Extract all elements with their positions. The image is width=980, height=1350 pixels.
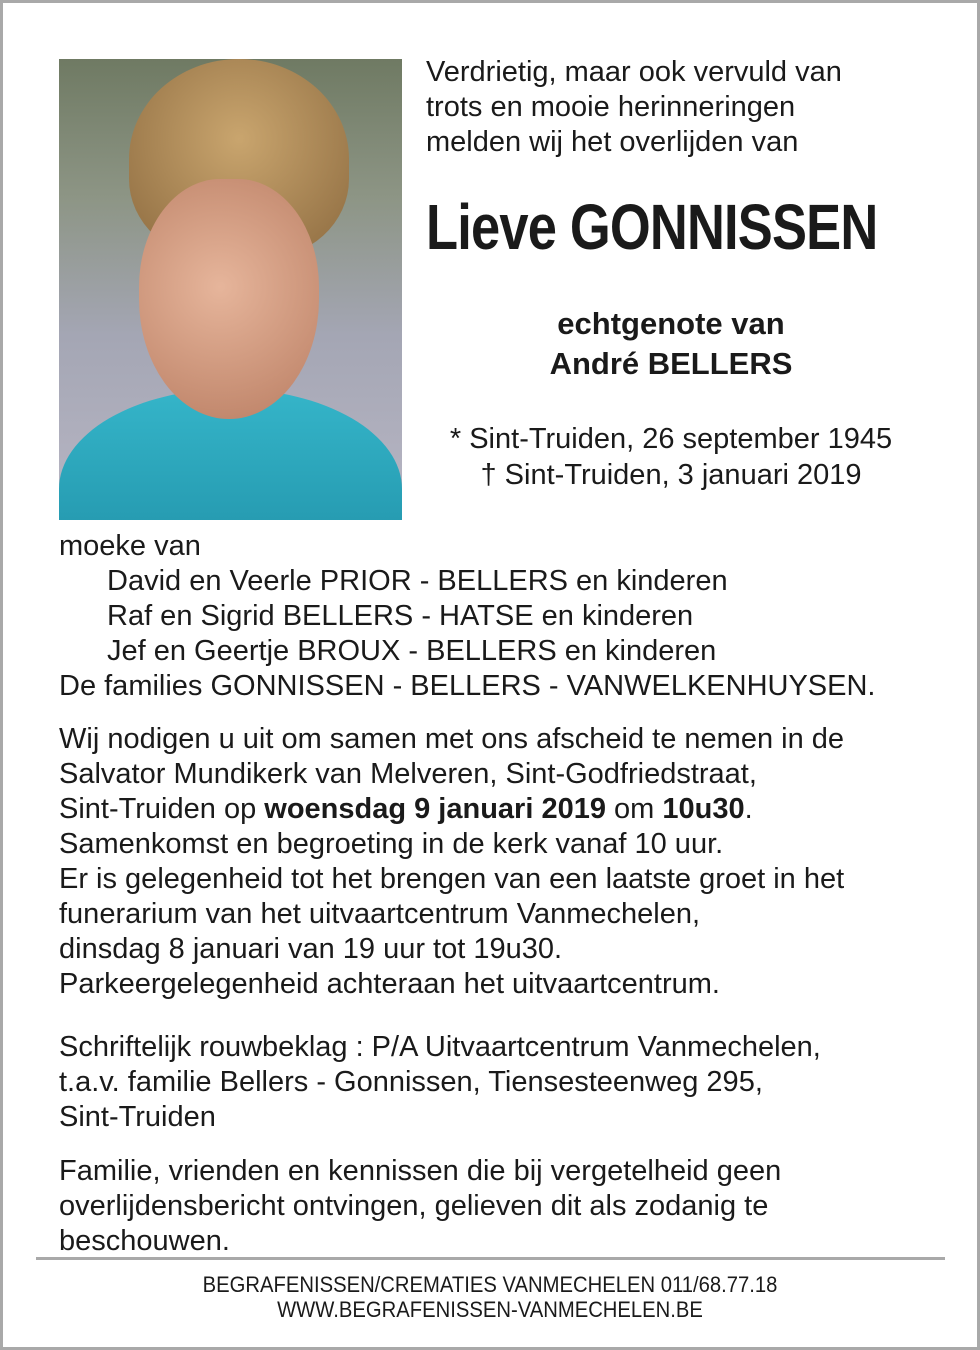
deceased-name: Lieve GONNISSEN: [426, 191, 878, 263]
address-line: Sint-Truiden: [59, 1101, 216, 1133]
intro-line: melden wij het overlijden van: [426, 126, 799, 158]
ceremony-time: 10u30: [662, 793, 745, 825]
families-line: De families GONNISSEN - BELLERS - VANWELKENHUYSEN.: [59, 670, 876, 702]
intro-text: [426, 55, 842, 160]
info-line: Wij nodigen u uit om samen met ons afscheid te nemen in de: [59, 723, 845, 755]
closing-line: Familie, vrienden en kennissen die bij vergetelheid geen: [59, 1155, 782, 1187]
portrait-photo: [59, 59, 402, 520]
child-line: Raf en Sigrid BELLERS - HATSE en kinderen: [107, 600, 694, 632]
intro-line: Verdrietig, maar ook vervuld van: [426, 56, 842, 88]
info-text: .: [744, 793, 753, 825]
children-block: [59, 529, 876, 704]
funeral-home-footer: [39, 1272, 941, 1322]
death-date: † Sint-Truiden, 3 januari 2019: [480, 459, 862, 491]
info-text: Sint-Truiden op: [59, 793, 265, 825]
info-line: funerarium van het uitvaartcentrum Vanmechelen,: [59, 898, 701, 930]
address-line: t.a.v. familie Bellers - Gonnissen, Tiensesteenweg 295,: [59, 1066, 763, 1098]
intro-line: trots en mooie herinneringen: [426, 91, 796, 123]
birth-date: * Sint-Truiden, 26 september 1945: [449, 423, 893, 455]
spouse-name: André BELLERS: [549, 346, 793, 381]
info-text: om: [605, 793, 663, 825]
closing-line: beschouwen.: [59, 1225, 230, 1257]
dates-block: [426, 421, 916, 493]
condolence-address: [59, 1030, 821, 1135]
children-heading: moeke van: [59, 530, 201, 562]
address-line: Schriftelijk rouwbeklag : P/A Uitvaartcentrum Vanmechelen,: [59, 1031, 821, 1063]
info-line: Salvator Mundikerk van Melveren, Sint-Godfriedstraat,: [59, 758, 757, 790]
info-line: Er is gelegenheid tot het brengen van een laatste groet in het: [59, 863, 845, 895]
info-line: [59, 792, 844, 827]
closing-note: [59, 1154, 781, 1259]
info-line: Samenkomst en begroeting in de kerk vanaf 10 uur.: [59, 828, 724, 860]
child-line: Jef en Geertje BROUX - BELLERS en kinderen: [107, 635, 717, 667]
spouse-block: [426, 304, 916, 384]
child-line: David en Veerle PRIOR - BELLERS en kinderen: [107, 565, 728, 597]
ceremony-info: [59, 722, 844, 1002]
divider: [36, 1257, 945, 1260]
info-line: dinsdag 8 januari van 19 uur tot 19u30.: [59, 933, 563, 965]
info-line: Parkeergelegenheid achteraan het uitvaartcentrum.: [59, 968, 720, 1000]
closing-line: overlijdensbericht ontvingen, gelieven dit als zodanig te: [59, 1190, 769, 1222]
spouse-label: echtgenote van: [557, 306, 785, 341]
funeral-home-contact: BEGRAFENISSEN/CREMATIES VANMECHELEN 011/68.77.18: [202, 1272, 778, 1297]
ceremony-date: woensdag 9 januari 2019: [264, 793, 606, 825]
funeral-home-website: WWW.BEGRAFENISSEN-VANMECHELEN.BE: [277, 1297, 703, 1322]
